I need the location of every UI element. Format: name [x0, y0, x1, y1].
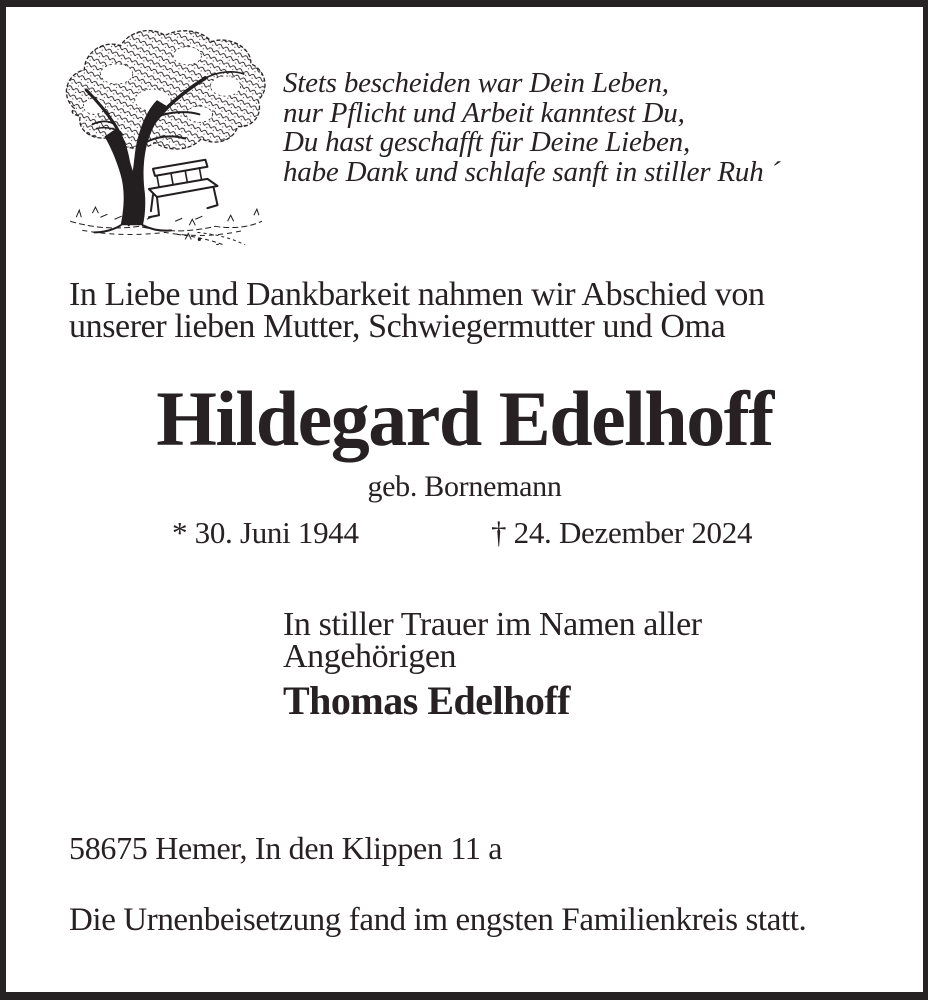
farewell-text	[69, 276, 765, 345]
mourning-statement	[283, 606, 702, 675]
farewell-line-2: unserer lieben Mutter, Schwiegermutter und Oma	[69, 308, 726, 345]
maiden-name: geb. Bornemann	[367, 470, 562, 503]
deceased-name: Hildegard Edelhoff	[156, 375, 773, 462]
closing-line: Die Urnenbeisetzung fand im engsten Familienkreis statt.	[69, 902, 807, 938]
mourner-name: Thomas Edelhoff	[283, 678, 570, 723]
poem-line-2: nur Pflicht und Arbeit kanntest Du,	[283, 96, 685, 129]
mourning-line-1: In stiller Trauer im Namen aller	[283, 606, 702, 643]
poem-line-3: Du hast geschafft für Deine Lieben,	[283, 126, 691, 158]
poem-line-1: Stets bescheiden war Dein Leben,	[283, 67, 669, 99]
life-dates	[6, 516, 923, 556]
death-date: † 24. Dezember 2024	[491, 515, 753, 550]
tree-with-bench-icon	[48, 27, 270, 245]
memorial-poem	[283, 69, 780, 187]
farewell-line-1: In Liebe und Dankbarkeit nahmen wir Abschied von	[69, 276, 765, 313]
poem-line-4: habe Dank und schlafe sanft in stiller Ruh ´	[283, 155, 781, 188]
address-line: 58675 Hemer, In den Klippen 11 a	[69, 830, 503, 866]
birth-date: * 30. Juni 1944	[172, 515, 359, 550]
mourning-line-2: Angehörigen	[283, 638, 457, 675]
